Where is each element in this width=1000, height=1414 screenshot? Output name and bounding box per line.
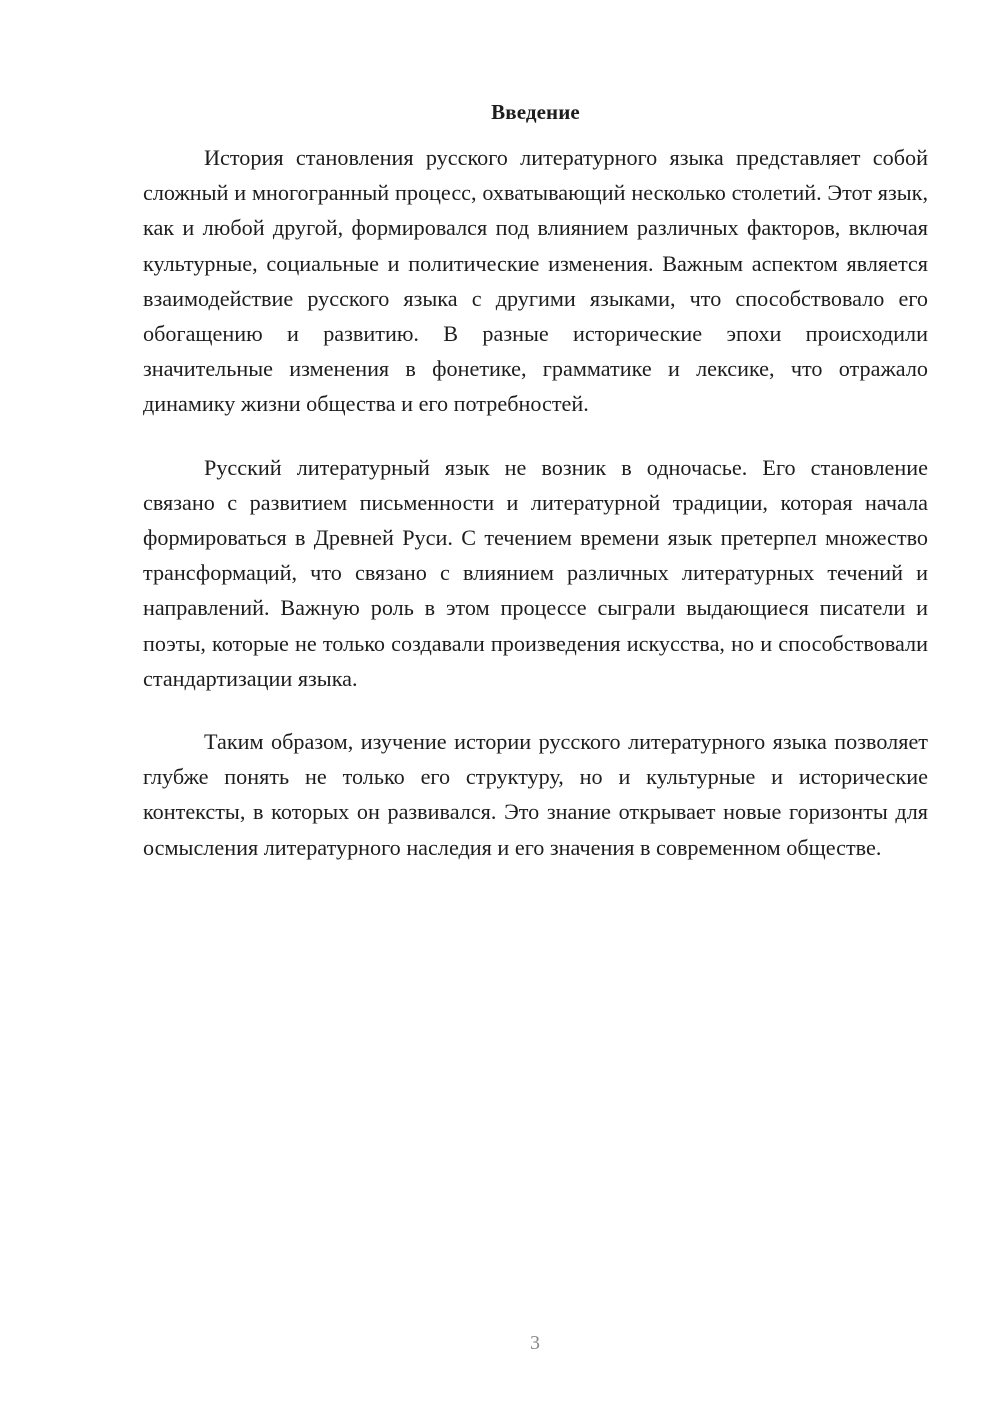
- paragraph-3: Таким образом, изучение истории русского литературного языка позволяет глубже понять не только его структуру, но и культурные и исторические контексты, в которых он развивался. Это знание открывает новые горизонты для осмысления литературного наследия и его значения в современном обществе.: [143, 729, 928, 860]
- page-content: [143, 96, 928, 865]
- paragraph-1: История становления русского литературного языка представляет собой сложный и многогранный процесс, охватывающий несколько столетий. Этот язык, как и любой другой, формировался под влиянием различных факторов, включая культурные, социальные и политические изменения. Важным аспектом является взаимодействие русского языка с другими языками, что способствовало его обогащению и развитию. В разные исторические эпохи происходили значительные изменения в фонетике, грамматике и лексике, что отражало динамику жизни общества и его потребностей.: [143, 145, 928, 417]
- section-title: Введение: [491, 100, 580, 124]
- page-number: 3: [530, 1332, 540, 1354]
- paragraph-2: Русский литературный язык не возник в одночасье. Его становление связано с развитием письменности и литературной традиции, которая начала формироваться в Древней Руси. С течением времени язык претерпел множество трансформаций, что связано с влиянием различных литературных течений и направлений. Важную роль в этом процессе сыграли выдающиеся писатели и поэты, которые не только создавали произведения искусства, но и способствовали стандартизации языка.: [143, 454, 928, 691]
